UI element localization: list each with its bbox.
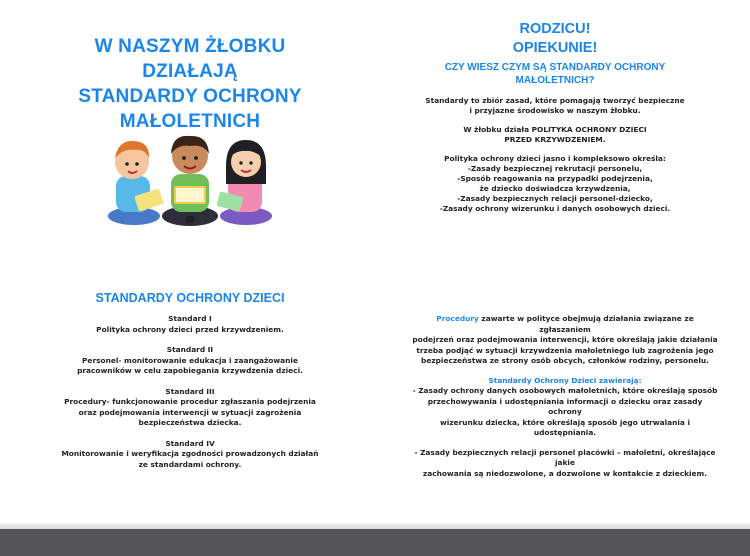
procedures-line-rest: zawarte w polityce obejmują działania związane ze zgłaszaniem [478, 314, 694, 334]
procedures-line: trzeba podjąć w sytuacji krzywdzenia małoletniego lub zagrożenia jego [416, 345, 714, 355]
title-line: DZIAŁAJĄ [142, 61, 238, 82]
question-line: CZY WIESZ CZYM SĄ STANDARDY OCHRONY [444, 62, 666, 73]
standard-name: Standard IV [165, 438, 215, 448]
standard-name: Standard I [168, 314, 212, 323]
procedures-line: bezpieczeństwa ze strony osób obcych, członków rodziny, personelu. [421, 356, 709, 365]
defines-line: Polityka ochrony dzieci jasno i kompleksowo określa: [444, 154, 666, 163]
title-line: W NASZYM ŻŁOBKU [94, 36, 286, 57]
defines-line: -Sposób reagowania na przypadki podejrzenia, [457, 174, 653, 183]
children-reading-illustration [100, 126, 280, 230]
standard-line: Polityka ochrony dzieci przed krzywdzeniem. [96, 324, 284, 334]
standard-line: Procedury- funkcjonowanie procedur zgłaszania podejrzenia [64, 397, 316, 406]
intro-line: i przyjazne środowisko w naszym żłobku. [469, 106, 641, 115]
contains-line: przechowywania i udostępniania informacji o dziecku oraz zasady ochrony [427, 396, 703, 416]
policy-paragraph [405, 125, 705, 145]
boy-dark-hair-figure [162, 136, 218, 226]
policy-line: PRZED KRZYWDZENIEM. [504, 135, 606, 144]
viewer-bottom-bar [0, 529, 750, 556]
intro-paragraph [405, 96, 705, 116]
contains-heading: Standardy Ochrony Dzieci zawierają: [488, 375, 642, 385]
title-line: MAŁOLETNICH [119, 111, 261, 132]
defines-line: -Zasady bezpiecznej rekrutacji personelu, [467, 164, 643, 173]
standard-item [40, 439, 340, 471]
boy-orange-hair-figure [108, 141, 164, 225]
standard-name: Standard III [165, 386, 215, 396]
poster-title [40, 34, 340, 134]
contains-line: wizerunku dziecka, które określają sposób jego utrwalania i udostępniania. [439, 417, 691, 437]
standard-name: Standard II [166, 345, 214, 354]
contains-line: zachowania są niedozwolone, a dozwolone w kontakcie z dzieckiem. [422, 468, 708, 478]
heading-line: OPIEKUNIE! [512, 40, 598, 56]
policy-defines-list [405, 154, 705, 214]
intro-line: Standardy to zbiór zasad, które pomagają tworzyć bezpieczne [425, 96, 685, 105]
defines-line: -Zasady ochrony wizerunku i danych osobowych dzieci. [439, 204, 671, 213]
standard-line: oraz podejmowania interwencji w sytuacji zagrożenia [78, 407, 302, 417]
title-line: STANDARDY OCHRONY [78, 86, 302, 107]
heading-line: RODZICU! [519, 21, 591, 37]
procedures-line: podejrzeń oraz podejmowania interwencji, które określają jakie działania [412, 335, 718, 344]
contains-line: - Zasady ochrony danych osobowych małoletnich, które określają sposób [412, 386, 718, 395]
standard-line: pracowników w celu zapobiegania krzywdzenia dzieci. [77, 366, 303, 375]
procedures-keyword: Procedury [436, 314, 479, 323]
standard-item [40, 314, 340, 335]
standard-line: Monitorowanie i weryfikacja zgodności prowadzonych działań [61, 449, 319, 458]
standard-line: bezpieczeństwa dziecka. [138, 418, 242, 427]
procedures-panel [412, 314, 718, 479]
standards-heading: STANDARDY OCHRONY DZIECI [95, 291, 285, 305]
question-line: MAŁOLETNICH? [515, 74, 595, 86]
defines-line: -Zasady bezpiecznych relacji personel-dziecko, [457, 194, 653, 203]
parents-info-panel [405, 20, 705, 214]
standard-line: ze standardami ochrony. [138, 459, 242, 469]
standards-panel [40, 290, 340, 470]
defines-line: że dziecko doświadcza krzywdzenia, [479, 184, 631, 193]
contains-line: - Zasady bezpiecznych relacji personel placówki – małoletni, określające jakie [414, 447, 716, 467]
girl-black-hair-figure [216, 140, 272, 225]
policy-line: W żłobku działa POLITYKA OCHRONY DZIECI [463, 125, 647, 134]
standard-line: Personel- monitorowanie edukacja i zaangażowanie [82, 355, 298, 365]
standard-item [40, 387, 340, 429]
procedures-line [412, 314, 718, 335]
standard-item [40, 345, 340, 377]
